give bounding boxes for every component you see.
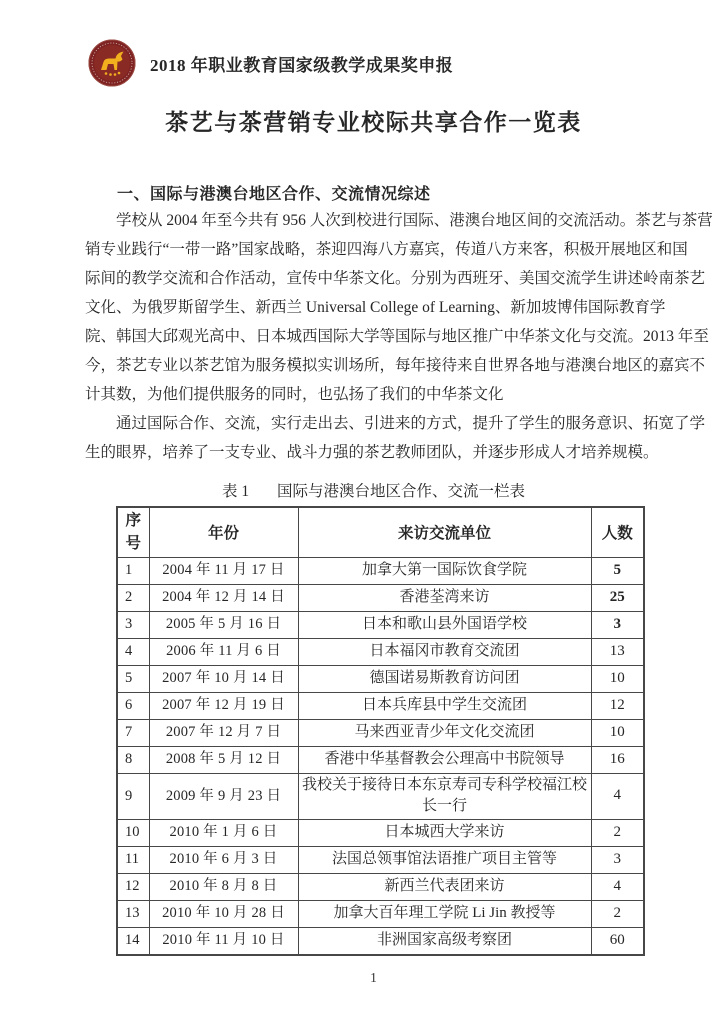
table-row [117,901,644,928]
cell-count: 3 [591,611,644,638]
cell-unit: 加拿大第一国际饮食学院 [298,557,591,584]
cell-no: 13 [117,901,149,928]
paragraph-line: 今，茶艺专业以茶艺馆为服务模拟实训场所，每年接待来自世界各地与港澳台地区的嘉宾不 [85,357,706,374]
table-caption-label: 表 1 [221,483,250,500]
paragraph-1 [85,206,713,409]
cell-no: 7 [117,719,149,746]
school-emblem-icon [87,38,137,88]
cell-date: 2005 年 5 月 16 日 [149,611,298,638]
cooperation-exchange-table [116,506,645,956]
cell-no: 1 [117,557,149,584]
table-row [117,773,644,820]
cell-unit: 香港中华基督教会公理高中书院领导 [298,746,591,773]
paragraph-line: 际间的教学交流和合作活动，宣传中华茶文化。分别为西班牙、美国交流学生讲述岭南茶艺 [85,270,706,287]
cell-count: 2 [591,820,644,847]
cell-count: 12 [591,692,644,719]
cell-no: 3 [117,611,149,638]
cell-unit: 德国诺易斯教育访问团 [298,665,591,692]
cell-date: 2004 年 11 月 17 日 [149,557,298,584]
cell-no: 8 [117,746,149,773]
column-header-1: 序号 [117,507,149,557]
table-row [117,719,644,746]
cell-count: 13 [591,638,644,665]
cell-unit: 马来西亚青少年文化交流团 [298,719,591,746]
cell-date: 2004 年 12 月 14 日 [149,584,298,611]
cell-count: 10 [591,719,644,746]
table-row [117,820,644,847]
table-caption-title: 国际与港澳台地区合作、交流一栏表 [277,483,526,500]
cell-count: 5 [591,557,644,584]
table-row [117,665,644,692]
cell-count: 60 [591,928,644,955]
cell-no: 12 [117,874,149,901]
cell-date: 2010 年 11 月 10 日 [149,928,298,955]
table-caption [85,479,662,501]
paragraph-line: 通过国际合作、交流，实行走出去、引进来的方式，提升了学生的服务意识、拓宽了学 [116,415,706,432]
cell-unit: 日本和歌山县外国语学校 [298,611,591,638]
page-number: 1 [370,969,377,985]
paragraph-line: 销专业践行“一带一路”国家战略，茶迎四海八方嘉宾，传道八方来客，积极开展地区和国 [85,241,688,258]
cell-unit: 加拿大百年理工学院 Li Jin 教授等 [298,901,591,928]
cell-no: 5 [117,665,149,692]
section-heading: 一、国际与港澳台地区合作、交流情况综述 [117,186,431,203]
cell-unit: 非洲国家高级考察团 [298,928,591,955]
cell-no: 11 [117,847,149,874]
cell-date: 2008 年 5 月 12 日 [149,746,298,773]
cell-date: 2007 年 10 月 14 日 [149,665,298,692]
cell-date: 2010 年 8 月 8 日 [149,874,298,901]
cell-no: 4 [117,638,149,665]
paragraph-line: 文化、为俄罗斯留学生、新西兰 Universal College of Learning、新加坡博伟国际教育学 [85,299,666,316]
column-header-4: 人数 [591,507,644,557]
table-row [117,638,644,665]
table-row [117,692,644,719]
body-text [85,206,713,467]
table-row [117,557,644,584]
cell-no: 2 [117,584,149,611]
table-row [117,874,644,901]
page-header [87,38,662,88]
document-title: 茶艺与茶营销专业校际共享合作一览表 [165,110,582,135]
paragraph-line: 学校从 2004 年至今共有 956 人次到校进行国际、港澳台地区间的交流活动。茶艺与茶营 [116,212,713,229]
column-header-3: 来访交流单位 [298,507,591,557]
cell-count: 16 [591,746,644,773]
table-row [117,584,644,611]
cell-count: 3 [591,847,644,874]
cell-date: 2010 年 10 月 28 日 [149,901,298,928]
cell-date: 2007 年 12 月 19 日 [149,692,298,719]
cell-date: 2007 年 12 月 7 日 [149,719,298,746]
cell-count: 25 [591,584,644,611]
paragraph-2 [85,409,706,467]
table-row [117,746,644,773]
table-row [117,928,644,955]
cell-no: 14 [117,928,149,955]
cell-unit: 日本城西大学来访 [298,820,591,847]
table-header-row [117,507,644,557]
cell-unit: 我校关于接待日本东京寿司专科学校福江校长一行 [298,773,591,820]
cell-count: 4 [591,773,644,820]
table-row [117,611,644,638]
cell-date: 2010 年 6 月 3 日 [149,847,298,874]
cell-count: 2 [591,901,644,928]
cell-count: 10 [591,665,644,692]
cell-unit: 日本兵库县中学生交流团 [298,692,591,719]
paragraph-line: 生的眼界，培养了一支专业、战斗力强的茶艺教师团队，并逐步形成人才培养规模。 [85,444,659,461]
cell-no: 10 [117,820,149,847]
cell-no: 9 [117,773,149,820]
paragraph-line: 计其数，为他们提供服务的同时，也弘扬了我们的中华茶文化 [85,386,504,403]
column-header-2: 年份 [149,507,298,557]
paragraph-line: 院、韩国大邱观光高中、日本城西国际大学等国际与地区推广中华茶文化与交流。2013 年至 [85,328,709,345]
award-application-title: 2018 年职业教育国家级教学成果奖申报 [150,55,454,75]
cell-unit: 香港荃湾来访 [298,584,591,611]
cell-date: 2010 年 1 月 6 日 [149,820,298,847]
cell-date: 2006 年 11 月 6 日 [149,638,298,665]
cell-no: 6 [117,692,149,719]
cell-unit: 日本福冈市教育交流团 [298,638,591,665]
table-row [117,847,644,874]
cell-unit: 新西兰代表团来访 [298,874,591,901]
cell-count: 4 [591,874,644,901]
cell-date: 2009 年 9 月 23 日 [149,773,298,820]
cell-unit: 法国总领事馆法语推广项目主管等 [298,847,591,874]
